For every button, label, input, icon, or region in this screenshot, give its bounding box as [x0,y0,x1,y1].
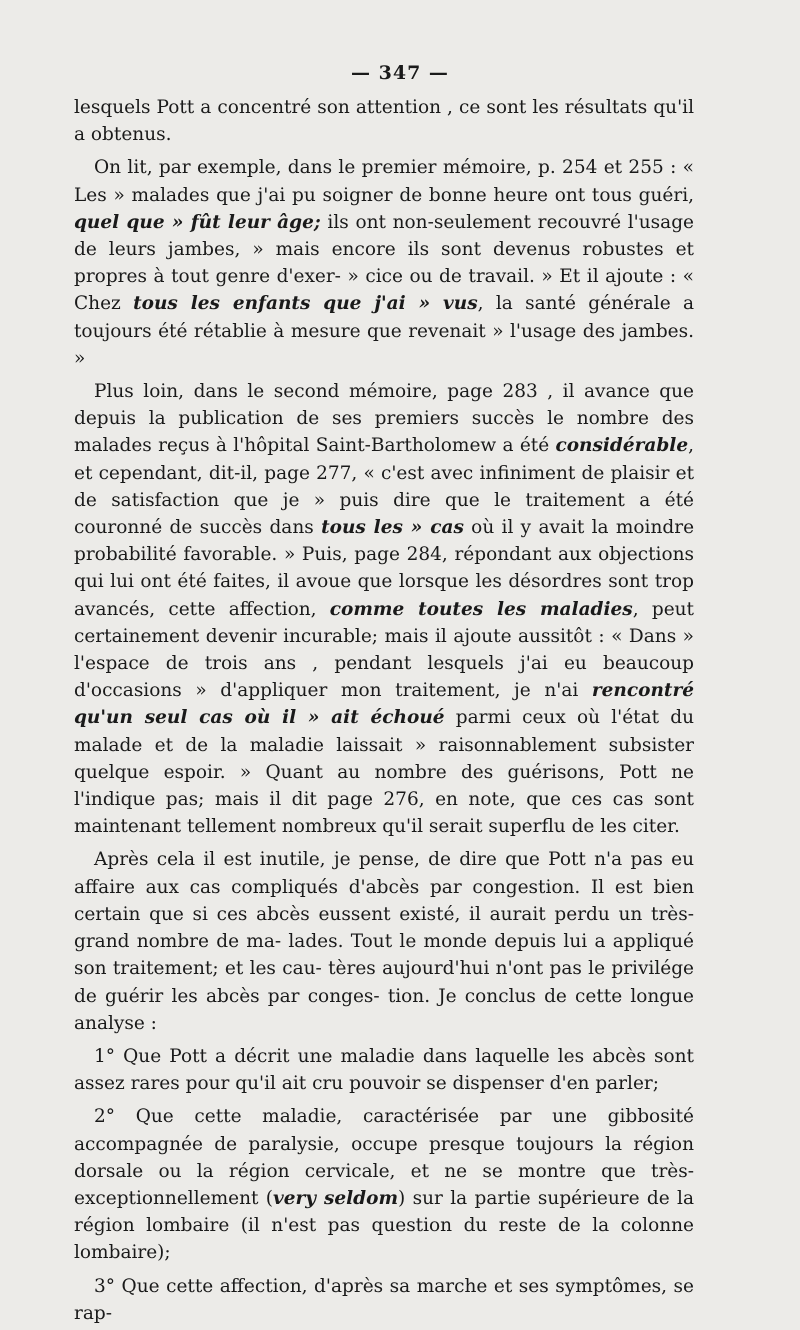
text-run: Après cela il est inutile, je pense, de dire que Pott n'a pas eu affaire aux cas compliqués d'abcès par congestion. Il est bien certain que si ces abcès eussent existé, il aurait perdu un très-grand nombre de ma- lades. Tout le monde depuis lui a appliqué son traitement; et les cau- tères aujourd'hui n'ont pas le privilége de guérir les abcès par conges- tion. Je conclus de cette longue analyse : [74,849,694,1034]
paragraph [74,846,694,1036]
text-run: , et cependant, dit-il, page 277, « c'est avec infiniment de plaisir et de satisfaction que je » puis dire que le traitement a été couronné de succès dans [74,435,694,539]
paragraph [74,1103,694,1266]
text-run: , peut certainement devenir incurable; mais il ajoute aussitôt : « Dans » l'espace de trois ans , pendant lesquels j'ai eu beaucoup d'occasions » d'appliquer mon traitement, je n'ai [74,598,694,702]
italic-text: rencontré qu'un seul cas où il » ait échoué [74,680,694,729]
text-run: , la santé générale a toujours été rétablie à mesure que revenait » l'usage des jambes. » [74,293,694,369]
italic-text: considérable [555,435,689,457]
text-run: lesquels Pott a concentré son attention , ce sont les résultats qu'il a obtenus. [74,97,694,146]
text-run: Plus loin, dans le second mémoire, page 283 , il avance que depuis la publication de ses premiers succès le nombre des malades reçus à l'hôpital Saint-Bartholomew a été [74,381,694,457]
paragraph [74,1273,694,1327]
body-text [74,94,694,1330]
italic-text: very seldom [273,1187,399,1209]
text-run: parmi ceux où l'état du malade et de la maladie laissait » raisonnablement subsister quelque espoir. » Quant au nombre des guérisons, Pott ne l'indique pas; mais il dit page 276, en note, que ces cas sont maintenant tellement nombreux qu'il serait superflu de les citer. [74,707,694,838]
italic-text: tous les » cas [321,517,464,539]
text-run: 3° Que cette affection, d'après sa marche et ses symptômes, se rap- [74,1275,694,1324]
text-run: 2° Que cette maladie, caractérisée par une gibbosité accompagnée de paralysie, occupe presque toujours la région dorsale ou la région cervicale, et ne se montre que très-exceptionnellement ( [74,1106,694,1209]
italic-text: quel que » fût leur âge; [74,211,321,233]
italic-text: comme toutes les maladies [329,598,633,620]
paragraph [74,154,694,372]
paragraph [74,1043,694,1097]
text-run: On lit, par exemple, dans le premier mémoire, p. 254 et 255 : « Les » malades que j'ai pu soigner de bonne heure ont tous guéri, [74,157,694,206]
italic-text: tous les enfants que j'ai » vus [133,293,478,315]
paragraph [74,94,694,148]
text-run: où il y avait la moindre probabilité favorable. » Puis, page 284, répondant aux objections qui lui ont été faites, il avoue que lorsque les désordres sont trop avancés, cette affection, [74,517,695,620]
text-run: ) sur la partie supérieure de la région lombaire (il n'est pas question du reste de la colonne lombaire); [74,1187,694,1264]
text-run: 1° Que Pott a décrit une maladie dans laquelle les abcès sont assez rares pour qu'il ait cru pouvoir se dispenser d'en parler; [74,1045,694,1095]
paragraph [74,378,694,840]
page-number: — 347 — [351,62,449,84]
text-run: ils ont non-seulement recouvré l'usage de leurs jambes, » mais encore ils sont devenus robustes et propres à tout genre d'exer- » cice ou de travail. » Et il ajoute : « Chez [74,211,694,315]
